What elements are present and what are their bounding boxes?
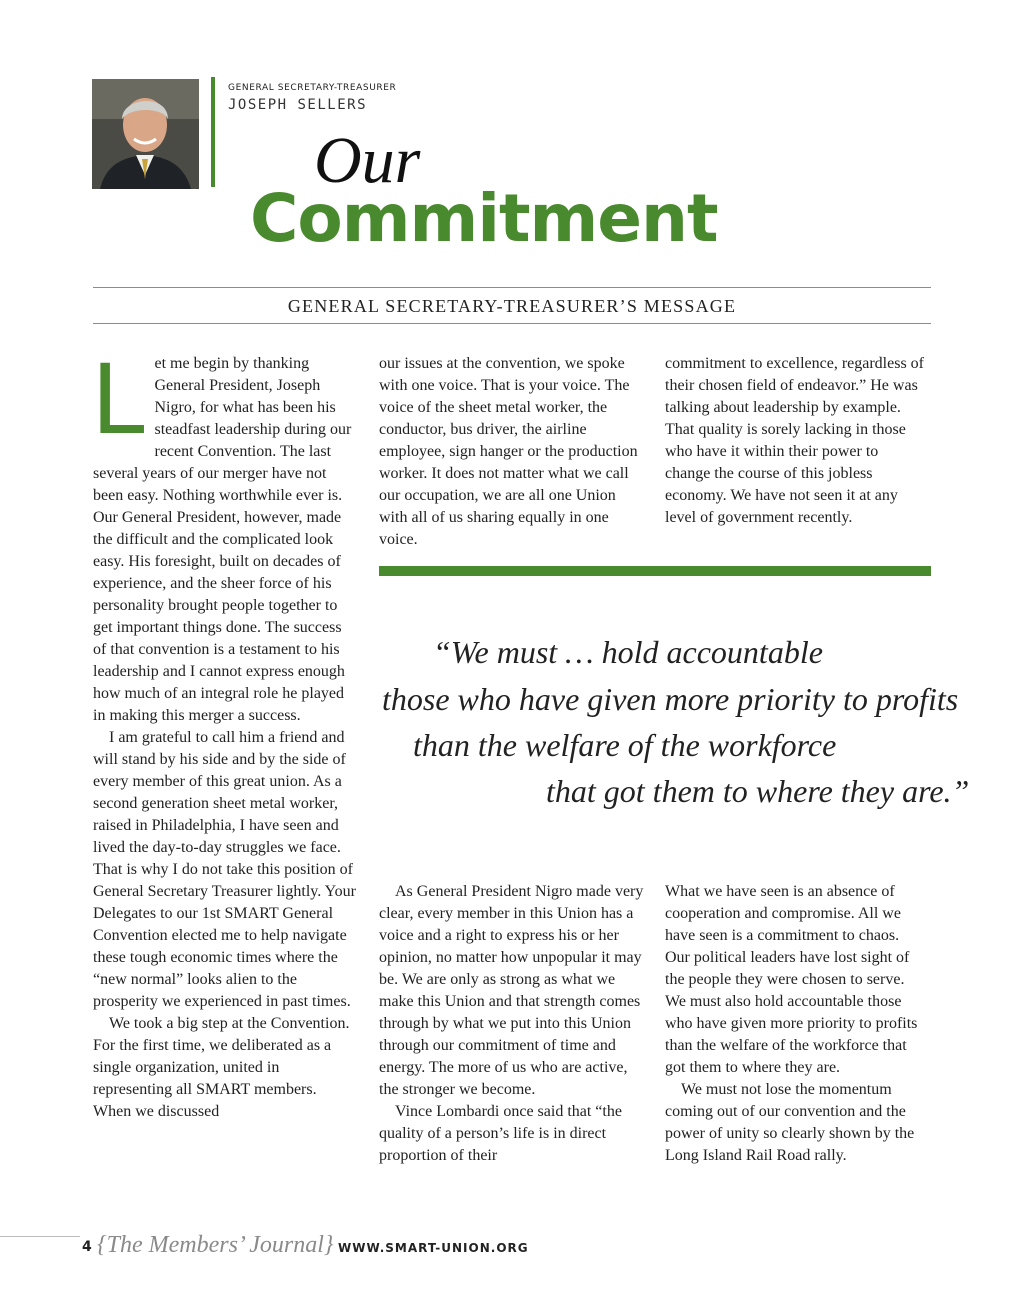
paragraph-col2-bottom-2: Vince Lombardi once said that “the quality of a person’s life is in direct proportion of their	[379, 1103, 622, 1164]
pull-quote-line-4: that got them to where they are.”	[546, 773, 970, 809]
pull-quote-line-2: those who have given more priority to profits	[382, 681, 959, 717]
pull-quote-line-1: “We must … hold accountable	[433, 634, 823, 670]
author-name: JOSEPH SELLERS	[228, 97, 368, 113]
paragraph-col2-top: our issues at the convention, we spoke with one voice. That is your voice. The voice of the sheet metal worker, the conductor, bus driver, the airline employee, sign hanger or the production worker. It does not matter what we call our occupation, we are all one Union with all of us sharing equally in one voice.	[379, 355, 638, 548]
website-url[interactable]: WWW.SMART-UNION.ORG	[338, 1241, 529, 1255]
dropcap: L	[91, 344, 145, 456]
paragraph-col3-top: commitment to excellence, regardless of their chosen field of endeavor.” He was talking about leadership by example. That quality is sorely lacking in those who have it within their power to change the course of this jobless economy. We have not seen it at any level of government recently.	[665, 355, 925, 526]
paragraph-2: I am grateful to call him a friend and will stand by his side and by the side of every member of this great union. As a second generation sheet metal worker, raised in Philadelphia, I have seen and lived the day-to-day struggles we face. That is why I do not take this position of General Secretary Treasurer lightly. Your Delegates to our 1st SMART General Convention elected me to help navigate these tough economic times where the “new normal” looks alien to the prosperity we experienced in past times.	[93, 729, 356, 1010]
title-line-1: Our	[314, 124, 421, 197]
article-column-1	[91, 344, 358, 1123]
article-column-3-top	[665, 353, 927, 529]
author-role: GENERAL SECRETARY-TREASURER	[228, 83, 397, 93]
article-column-2-bottom	[379, 881, 647, 1167]
section-rule-top	[93, 287, 931, 288]
paragraph-col2-bottom-1: As General President Nigro made very clear, every member in this Union has a voice and a right to express his or her opinion, no matter how unpopular it may be. We are only as strong as what we make this Union and that strength comes through by what we put into this Union through our commitment of time and energy. The more of us who are active, the stronger we become.	[379, 883, 644, 1098]
article-column-2-top	[379, 353, 647, 551]
footer-rule	[0, 1236, 80, 1237]
section-rule-bottom	[93, 323, 931, 324]
paragraph-col3-bottom-2: We must not lose the momentum coming out of our convention and the power of unity so clearly shown by the Long Island Rail Road rally.	[665, 1081, 915, 1164]
author-portrait	[92, 79, 199, 189]
pull-quote-line-3: than the welfare of the workforce	[413, 727, 837, 763]
header-accent-bar	[211, 77, 215, 187]
paragraph-intro	[91, 344, 358, 727]
journal-name: {The Members’ Journal}	[97, 1232, 334, 1258]
paragraph-intro-text: et me begin by thanking General President, Joseph Nigro, for what has been his steadfast leadership during our recent Convention. The last several years of our merger have not been easy. Nothing worthwhile ever is. Our General President, however, made the difficult and the complicated look easy. His foresight, built on decades of experience, and the sheer force of his personality brought people together to get important things done. The success of that convention is a testament to his leadership and I cannot express enough how much of an integral role he played in making this merger a success.	[93, 355, 352, 724]
section-label: GENERAL SECRETARY-TREASURER’S MESSAGE	[287, 296, 737, 316]
pull-quote-rule	[379, 566, 931, 576]
paragraph-col3-bottom-1: What we have seen is an absence of cooperation and compromise. All we have seen is a commitment to chaos. Our political leaders have lost sight of the people they were chosen to serve. We must also hold accountable those who have given more priority to profits than the welfare of the workforce that got them to where they are.	[665, 883, 918, 1076]
title-line-2: Commitment	[250, 180, 718, 257]
article-column-3-bottom	[665, 881, 927, 1167]
page-number: 4	[82, 1239, 92, 1255]
portrait-illustration	[92, 79, 199, 189]
paragraph-3: We took a big step at the Convention. For the first time, we deliberated as a single organization, united in representing all SMART members. When we discussed	[93, 1015, 350, 1120]
